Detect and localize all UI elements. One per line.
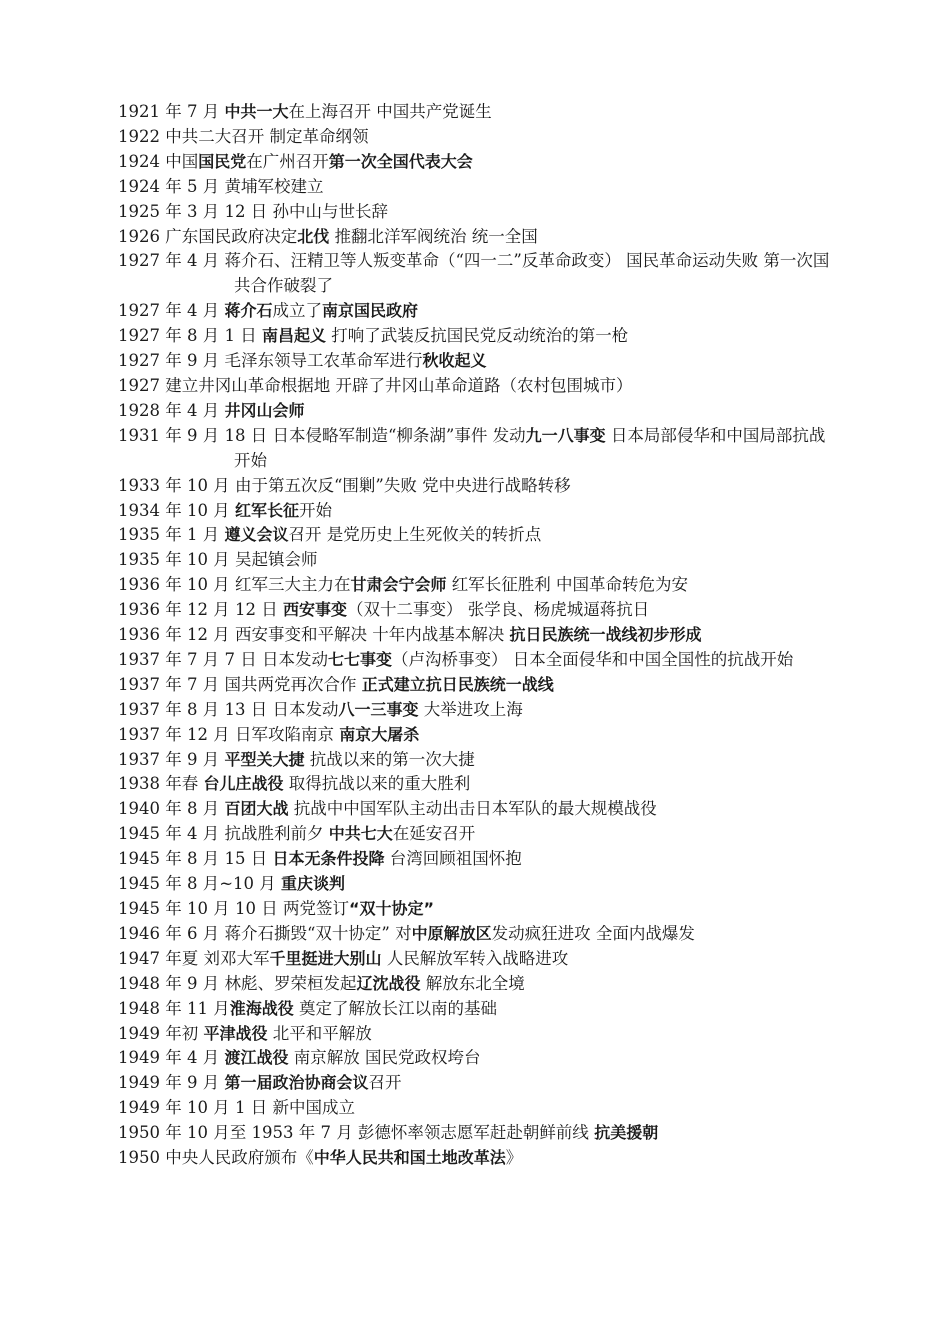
entry-text: 1936 年 12 月 12 日 — [118, 600, 283, 620]
timeline-entry — [118, 125, 838, 150]
entry-text: 日本局部侵华和中国局部抗战开始 — [234, 425, 826, 470]
entry-text: 1937 年 7 月 7 日 日本发动 — [118, 649, 328, 669]
entry-text: 1935 年 1 月 — [118, 525, 225, 545]
entry-text: 1931 年 9 月 18 日 日本侵略军制造“柳条湖”事件 发动 — [118, 425, 526, 445]
timeline-entry — [118, 623, 838, 648]
timeline-entry — [118, 797, 838, 822]
entry-text: 1950 中央人民政府颁布《 — [118, 1148, 314, 1168]
highlight-text: 抗日民族统一战线初步形成 — [509, 625, 702, 645]
entry-text: 1948 年 11 月 — [118, 998, 230, 1018]
entry-text: 1946 年 6 月 蒋介石撕毁“双十协定” 对 — [118, 923, 412, 943]
timeline-entry — [118, 1121, 838, 1146]
entry-text: 1922 中共二大召开 制定革命纲领 — [118, 126, 369, 146]
highlight-text: 蒋介石 — [224, 301, 273, 321]
highlight-text: 中共一大 — [224, 102, 289, 121]
entry-text: 1948 年 9 月 林彪、罗荣桓发起 — [118, 973, 357, 993]
timeline-entry — [118, 822, 838, 847]
highlight-text: 红军长征 — [234, 500, 299, 520]
highlight-text: 甘肃会宁会师 — [350, 575, 447, 595]
entry-text: 1924 年 5 月 黄埔军校建立 — [118, 176, 324, 196]
timeline-entry — [118, 723, 838, 748]
highlight-text: 九一八事变 — [525, 425, 606, 445]
highlight-text: 南京国民政府 — [321, 301, 418, 321]
timeline-entry — [118, 997, 838, 1022]
entry-text: 1926 广东国民政府决定 — [118, 226, 298, 246]
entry-text: （双十二事变） 张学良、杨虎城逼蒋抗日 — [346, 600, 650, 620]
entry-text: 打响了武装反抗国民党反动统治的第一枪 — [325, 326, 629, 346]
timeline-entry — [118, 200, 838, 225]
entry-text: 在广州召开 — [246, 151, 329, 171]
entry-text: 1928 年 4 月 — [118, 400, 225, 420]
timeline-entry — [118, 424, 838, 474]
entry-text: 1937 年 12 月 日军攻陷南京 — [118, 724, 340, 744]
timeline-entry — [118, 872, 838, 897]
highlight-text: 淮海战役 — [229, 998, 294, 1018]
entry-text: 1927 年 8 月 1 日 — [118, 326, 262, 346]
highlight-text: 南京大屠杀 — [339, 724, 420, 744]
timeline-entry — [118, 249, 838, 299]
entry-text: 台湾回顾祖国怀抱 — [384, 849, 522, 869]
entry-text: 1937 年 9 月 — [118, 749, 225, 769]
entry-text: 取得抗战以来的重大胜利 — [283, 774, 471, 794]
entry-text: 1945 年 8 月~10 月 — [118, 874, 282, 894]
timeline-entry — [118, 100, 838, 125]
timeline-entry — [118, 648, 838, 673]
timeline-entry — [118, 399, 838, 424]
timeline-entry — [118, 1046, 838, 1071]
entry-text: 奠定了解放长江以南的基础 — [293, 998, 497, 1018]
entry-text: 1936 年 10 月 红军三大主力在 — [118, 575, 351, 595]
entry-text: 在延安召开 — [392, 824, 476, 844]
entry-text: 1950 年 10 月至 1953 年 7 月 彭德怀率领志愿军赶赴朝鲜前线 — [118, 1123, 595, 1143]
timeline-entry — [118, 922, 838, 947]
timeline-entry — [118, 698, 838, 723]
highlight-text: 八一三事变 — [338, 699, 419, 719]
entry-text: 成立了 — [272, 301, 322, 321]
highlight-text: 正式建立抗日民族统一战线 — [361, 674, 554, 694]
timeline-list — [118, 100, 838, 1171]
highlight-text: 第一次全国代表大会 — [328, 151, 473, 171]
entry-text: 1938 年春 — [118, 774, 204, 794]
timeline-entry — [118, 748, 838, 773]
entry-text: 1949 年 9 月 — [118, 1073, 225, 1093]
entry-text: 解放东北全境 — [420, 973, 525, 993]
entry-text: 1934 年 10 月 — [118, 500, 235, 520]
highlight-text: 百团大战 — [224, 799, 289, 819]
entry-text: 召开 是党历史上生死攸关的转折点 — [288, 525, 542, 545]
entry-text: 南京解放 国民党政权垮台 — [288, 1048, 481, 1068]
entry-text: 1945 年 4 月 抗战胜利前夕 — [118, 824, 329, 844]
entry-text: 1949 年 4 月 — [118, 1048, 225, 1068]
highlight-text: 北伐 — [297, 226, 330, 246]
entry-text: 1921 年 7 月 — [118, 102, 225, 121]
entry-text: 1933 年 10 月 由于第五次反“围剿”失败 党中央进行战略转移 — [118, 475, 571, 495]
entry-text: 发动疯狂进攻 全面内战爆发 — [491, 923, 695, 943]
entry-text: 人民解放军转入战略进攻 — [381, 948, 569, 968]
timeline-entry — [118, 175, 838, 200]
entry-text: 在上海召开 中国共产党诞生 — [288, 102, 492, 121]
highlight-text: 平津战役 — [203, 1023, 268, 1043]
highlight-text: 中原解放区 — [411, 923, 492, 943]
highlight-text: 秋收起义 — [422, 351, 487, 371]
entry-text: 》 — [505, 1148, 523, 1168]
highlight-text: 国民党 — [198, 151, 247, 171]
entry-text: 1925 年 3 月 12 日 孙中山与世长辞 — [118, 201, 388, 221]
entry-text: 抗战中中国军队主动出击日本军队的最大规模战役 — [288, 799, 657, 819]
highlight-text: 渡江战役 — [224, 1048, 289, 1068]
highlight-text: 井冈山会师 — [224, 400, 305, 420]
entry-text: 1927 年 9 月 毛泽东领导工农革命军进行 — [118, 351, 423, 371]
entry-text: 召开 — [368, 1073, 402, 1093]
highlight-text: 抗美援朝 — [594, 1123, 659, 1143]
highlight-text: 中华人民共和国土地改革法 — [313, 1148, 506, 1168]
timeline-entry — [118, 150, 838, 175]
highlight-text: 西安事变 — [282, 600, 347, 620]
timeline-entry — [118, 847, 838, 872]
highlight-text: 第一届政治协商会议 — [224, 1073, 369, 1093]
entry-text: 1940 年 8 月 — [118, 799, 225, 819]
entry-text: 1936 年 12 月 西安事变和平解决 十年内战基本解决 — [118, 625, 510, 645]
timeline-entry — [118, 523, 838, 548]
highlight-text: 千里挺进大别山 — [269, 948, 382, 968]
timeline-entry — [118, 374, 838, 399]
highlight-text: 重庆谈判 — [281, 874, 346, 894]
entry-text: 1927 年 4 月 蒋介石、汪精卫等人叛变革命（“四一二”反革命政变） 国民革命运动失败 第一次国共合作破裂了 — [118, 251, 830, 296]
highlight-text: 七七事变 — [327, 649, 392, 669]
timeline-entry — [118, 573, 838, 598]
timeline-entry — [118, 499, 838, 524]
timeline-entry — [118, 947, 838, 972]
entry-text: （卢沟桥事变） 日本全面侵华和中国全国性的抗战开始 — [391, 649, 794, 669]
entry-text: 红军长征胜利 中国革命转危为安 — [446, 575, 688, 595]
entry-text: 1947 年夏 刘邓大军 — [118, 948, 270, 968]
highlight-text: 日本无条件投降 — [272, 849, 385, 869]
entry-text: 1949 年初 — [118, 1023, 204, 1043]
entry-text: 北平和平解放 — [267, 1023, 372, 1043]
entry-text: 1927 建立井冈山革命根据地 开辟了井冈山革命道路（农村包围城市） — [118, 375, 633, 395]
timeline-entry — [118, 1071, 838, 1096]
highlight-text: 台儿庄战役 — [203, 774, 284, 794]
entry-text: 1935 年 10 月 吴起镇会师 — [118, 550, 318, 570]
highlight-text: 平型关大捷 — [224, 749, 305, 769]
highlight-text: 中共七大 — [328, 824, 393, 844]
timeline-entry — [118, 225, 838, 250]
highlight-text: 遵义会议 — [224, 525, 289, 545]
timeline-entry — [118, 598, 838, 623]
entry-text: 1937 年 7 月 国共两党再次合作 — [118, 674, 362, 694]
entry-text: 大举进攻上海 — [418, 699, 523, 719]
timeline-entry — [118, 548, 838, 573]
timeline-entry — [118, 772, 838, 797]
entry-text: 1927 年 4 月 — [118, 301, 225, 321]
entry-text: 1945 年 8 月 15 日 — [118, 849, 273, 869]
entry-text: 1945 年 10 月 10 日 两党签订 — [118, 899, 349, 918]
entry-text: 1937 年 8 月 13 日 日本发动 — [118, 699, 339, 719]
entry-text: 1924 中国 — [118, 151, 199, 171]
highlight-text: “双十协定” — [348, 899, 434, 918]
entry-text: 抗战以来的第一次大捷 — [304, 749, 475, 769]
highlight-text: 南昌起义 — [261, 326, 326, 346]
timeline-entry — [118, 299, 838, 324]
timeline-entry — [118, 1022, 838, 1047]
highlight-text: 辽沈战役 — [356, 973, 421, 993]
entry-text: 1949 年 10 月 1 日 新中国成立 — [118, 1098, 355, 1118]
timeline-entry — [118, 349, 838, 374]
entry-text: 开始 — [298, 500, 332, 520]
timeline-entry — [118, 897, 838, 922]
timeline-entry — [118, 474, 838, 499]
timeline-entry — [118, 673, 838, 698]
entry-text: 推翻北洋军阀统治 统一全国 — [329, 226, 538, 246]
timeline-entry — [118, 1146, 838, 1171]
timeline-entry — [118, 972, 838, 997]
timeline-entry — [118, 324, 838, 349]
timeline-entry — [118, 1096, 838, 1121]
